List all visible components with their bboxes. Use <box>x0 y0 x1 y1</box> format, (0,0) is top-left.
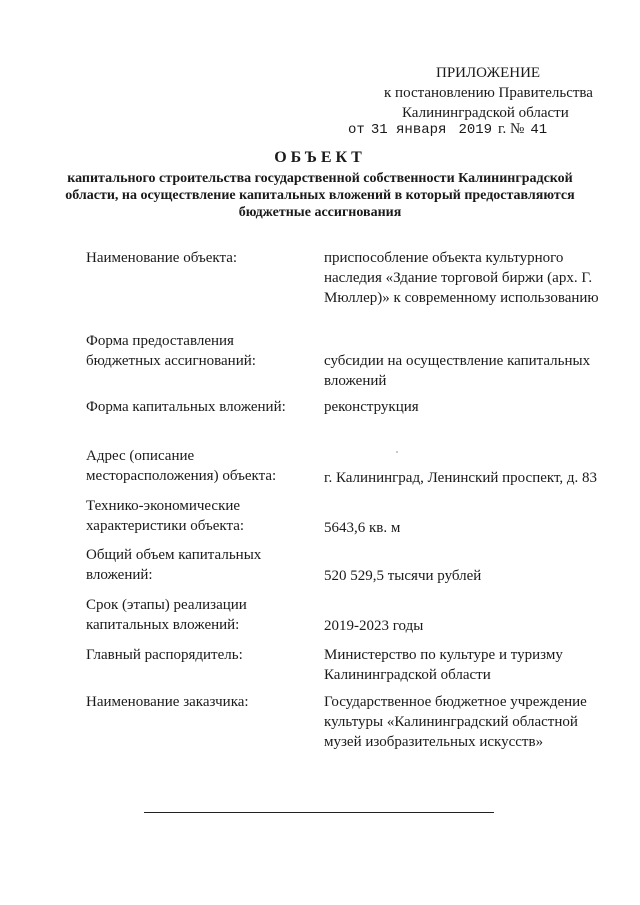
implementation-period-label: Срок (этапы) реализации капитальных вложений: <box>86 597 247 633</box>
object-name-value: приспособление объекта культурного наследия «Здание торговой биржи (арх. Г. Мюллер)» к современному использованию <box>324 250 599 306</box>
chief-administrator-label: Главный распорядитель: <box>86 647 243 663</box>
customer-name-value: Государственное бюджетное учреждение культуры «Калининградский областной музей изобразительных искусств» <box>324 694 587 750</box>
chief-administrator-value: Министерство по культуре и туризму Калининградской области <box>324 647 563 683</box>
appendix-title: ПРИЛОЖЕНИЕ <box>436 65 541 81</box>
characteristics-label: Технико-экономические характеристики объекта: <box>86 498 245 534</box>
implementation-period-value: 2019-2023 годы <box>324 618 424 634</box>
appendix-region-line: Калининградской области <box>402 105 569 121</box>
investment-volume-value: 520 529,5 тысячи рублей <box>324 568 482 584</box>
document-subtitle: капитального строительства государственной собственности Калининградской области, на осуществление капитальных вложений в который предоставляются бюджетные ассигнования <box>65 171 575 220</box>
funding-form-label: Форма предоставления бюджетных ассигнований: <box>86 333 256 369</box>
object-name-label: Наименование объекта: <box>86 250 238 266</box>
customer-name-label: Наименование заказчика: <box>86 694 249 710</box>
appendix-date-line <box>348 120 547 140</box>
closing-rule <box>144 812 494 813</box>
document-heading <box>60 148 580 221</box>
date-suffix: г. № <box>498 121 525 137</box>
appendix-reference-line: к постановлению Правительства <box>384 85 593 101</box>
decree-number: 41 <box>530 122 548 138</box>
funding-form-value: субсидии на осуществление капитальных вложений <box>324 353 591 389</box>
document-title: ОБЪЕКТ <box>274 149 366 166</box>
address-label: Адрес (описание месторасположения) объекта: <box>86 448 277 484</box>
investment-form-label: Форма капитальных вложений: <box>86 399 286 415</box>
scan-speck <box>396 451 398 453</box>
date-day-month: 31 января <box>370 122 447 138</box>
investment-volume-label: Общий объем капитальных вложений: <box>86 547 262 583</box>
address-value: г. Калининград, Ленинский проспект, д. 83 <box>324 470 598 486</box>
date-prefix: от <box>348 122 365 138</box>
characteristics-value: 5643,6 кв. м <box>324 520 401 536</box>
investment-form-value: реконструкция <box>324 399 419 415</box>
date-year: 2019 <box>458 122 493 138</box>
